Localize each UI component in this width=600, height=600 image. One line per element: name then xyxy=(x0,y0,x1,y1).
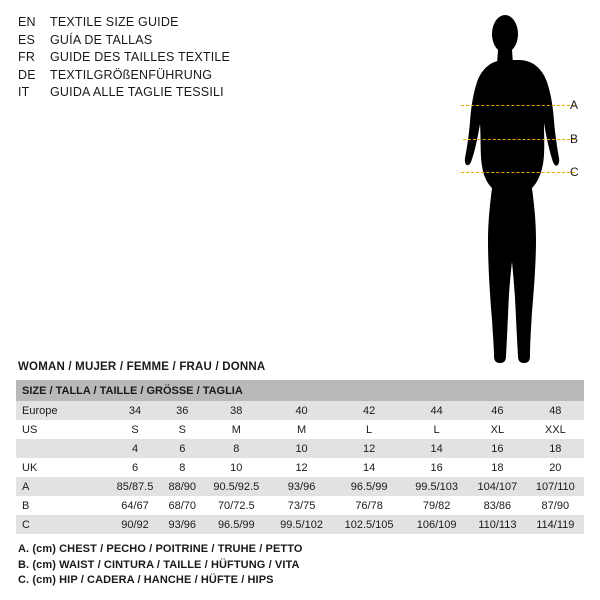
cell: 110/113 xyxy=(468,515,527,534)
language-title: GUÍA DE TALLAS xyxy=(50,32,153,47)
cell: 83/86 xyxy=(468,496,527,515)
measure-label-b: B xyxy=(570,132,579,146)
table-row xyxy=(16,420,584,439)
cell: 88/90 xyxy=(162,477,203,496)
cell: 6 xyxy=(108,458,162,477)
cell: 14 xyxy=(405,439,468,458)
cell: 20 xyxy=(527,458,584,477)
cell: 6 xyxy=(162,439,203,458)
cell: 85/87.5 xyxy=(108,477,162,496)
section-title-woman: WOMAN / MUJER / FEMME / FRAU / DONNA xyxy=(18,361,266,373)
language-title: GUIDA ALLE TAGLIE TESSILI xyxy=(50,85,224,99)
measure-line-chest xyxy=(461,105,575,106)
cell: 114/119 xyxy=(527,515,584,534)
female-silhouette-icon xyxy=(430,8,595,373)
cell: M xyxy=(203,420,271,439)
language-row xyxy=(18,49,318,67)
cell: 99.5/103 xyxy=(405,477,468,496)
table-row xyxy=(16,515,584,534)
cell: 12 xyxy=(333,439,405,458)
cell: 16 xyxy=(405,458,468,477)
language-code: EN xyxy=(18,15,36,29)
body-figure xyxy=(430,8,595,373)
measurement-notes xyxy=(18,542,303,589)
size-table xyxy=(16,380,584,534)
cell: 73/75 xyxy=(270,496,333,515)
cell: 76/78 xyxy=(333,496,405,515)
table-row xyxy=(16,477,584,496)
cell: 4 xyxy=(108,439,162,458)
cell: XXL xyxy=(527,420,584,439)
cell: 79/82 xyxy=(405,496,468,515)
cell: 42 xyxy=(333,401,405,420)
cell: 106/109 xyxy=(405,515,468,534)
cell: 18 xyxy=(468,458,527,477)
cell: 8 xyxy=(203,439,271,458)
cell: 38 xyxy=(203,401,271,420)
table-row xyxy=(16,401,584,420)
cell: 10 xyxy=(203,458,271,477)
cell: 93/96 xyxy=(162,515,203,534)
cell: 104/107 xyxy=(468,477,527,496)
cell: 70/72.5 xyxy=(203,496,271,515)
language-row xyxy=(18,67,318,85)
table-header-label: SIZE / TALLA / TAILLE / GRÖSSE / TAGLIA xyxy=(16,380,584,401)
cell: 8 xyxy=(162,458,203,477)
language-code: IT xyxy=(18,85,30,99)
measure-line-waist xyxy=(463,139,575,140)
cell: 90.5/92.5 xyxy=(203,477,271,496)
table-row xyxy=(16,496,584,515)
measure-label-c: C xyxy=(570,165,579,179)
row-label: US xyxy=(16,420,108,439)
row-label: UK xyxy=(16,458,108,477)
cell: 90/92 xyxy=(108,515,162,534)
language-title: TEXTILE SIZE GUIDE xyxy=(50,15,179,29)
language-title-list xyxy=(18,14,318,102)
language-row xyxy=(18,14,318,32)
cell: 12 xyxy=(270,458,333,477)
cell: 46 xyxy=(468,401,527,420)
cell: XL xyxy=(468,420,527,439)
language-title: GUIDE DES TAILLES TEXTILE xyxy=(50,50,231,64)
row-label xyxy=(16,439,108,458)
language-code: ES xyxy=(18,32,36,47)
cell: 44 xyxy=(405,401,468,420)
language-code: FR xyxy=(18,50,36,64)
cell: 96.5/99 xyxy=(333,477,405,496)
language-row xyxy=(18,84,318,102)
cell: 107/110 xyxy=(527,477,584,496)
cell: 14 xyxy=(333,458,405,477)
cell: L xyxy=(405,420,468,439)
row-label: B xyxy=(16,496,108,515)
cell: L xyxy=(333,420,405,439)
cell: 40 xyxy=(270,401,333,420)
table-row xyxy=(16,439,584,458)
cell: 16 xyxy=(468,439,527,458)
table-header-row xyxy=(16,380,584,401)
row-label: A xyxy=(16,477,108,496)
note-a: A. (cm) CHEST / PECHO / POITRINE / TRUHE / PETTO xyxy=(18,543,303,555)
cell: 102.5/105 xyxy=(333,515,405,534)
language-row xyxy=(18,32,318,50)
cell: 87/90 xyxy=(527,496,584,515)
cell: 93/96 xyxy=(270,477,333,496)
note-b: B. (cm) WAIST / CINTURA / TAILLE / HÜFTUNG / VITA xyxy=(18,558,300,571)
table-row xyxy=(16,458,584,477)
measure-line-hip xyxy=(461,172,575,173)
cell: 99.5/102 xyxy=(270,515,333,534)
language-code: DE xyxy=(18,67,36,82)
cell: 68/70 xyxy=(162,496,203,515)
cell: S xyxy=(162,420,203,439)
cell: 36 xyxy=(162,401,203,420)
cell: 48 xyxy=(527,401,584,420)
note-c: C. (cm) HIP / CADERA / HANCHE / HÜFTE / HIPS xyxy=(18,574,274,586)
cell: 10 xyxy=(270,439,333,458)
cell: S xyxy=(108,420,162,439)
measure-label-a: A xyxy=(570,98,579,112)
cell: 18 xyxy=(527,439,584,458)
cell: 64/67 xyxy=(108,496,162,515)
language-title: TEXTILGRÖßENFÜHRUNG xyxy=(50,67,213,82)
cell: M xyxy=(270,420,333,439)
cell: 96.5/99 xyxy=(203,515,271,534)
cell: 34 xyxy=(108,401,162,420)
row-label: C xyxy=(16,515,108,534)
row-label: Europe xyxy=(16,401,108,420)
